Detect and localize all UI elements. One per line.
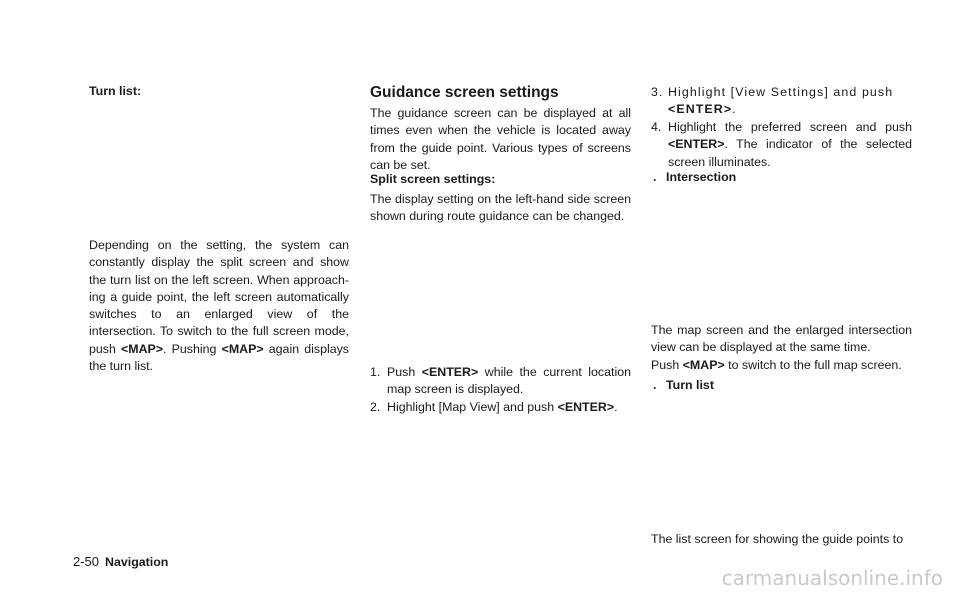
step-1: 1. Push <ENTER> while the current location map screen is displayed. [370, 365, 631, 397]
step-4: 4. Highlight the preferred screen and push <ENTER>. The indicator of the selected screen illuminates. [651, 120, 912, 169]
guidance-settings-heading: Guidance screen settings [370, 84, 559, 101]
split-screen-heading: Split screen settings: [370, 172, 496, 186]
turn-list-paragraph: Depending on the setting, the system can constantly display the split screen and show the turn list on the left screen. When approach- ing a guide point, the left screen automatically switches to an enlarged view of the intersection. To switch to the full screen mode, push <MAP>. Pushing <MAP> again displays the turn list. [89, 238, 350, 374]
bullet-intersection: . Intersection [653, 170, 737, 184]
page-footer [73, 554, 168, 569]
guidance-intro-paragraph: The guidance screen can be displayed at all times even when the vehicle is located away from the guide point. Various types of screens can be set. [370, 106, 631, 172]
bullet-turn-list: . Turn list [653, 378, 714, 392]
step-3: 3. Highlight [View Settings] and push <ENTER>. [651, 85, 894, 117]
turn-list-heading: Turn list: [89, 84, 142, 98]
section-name: Navigation [105, 555, 169, 569]
split-screen-paragraph: The display setting on the left-hand side screen shown during route guidance can be changed. [370, 192, 631, 224]
step-2: 2. Highlight [Map View] and push <ENTER>. [370, 400, 618, 414]
intersection-paragraph: The map screen and the enlarged intersection view can be displayed at the same time. [651, 323, 912, 355]
page-number: 2-50 [73, 554, 100, 569]
push-map-sentence: Push <MAP> to switch to the full map screen. [651, 358, 902, 372]
watermark-text: carmanualsonline.info [721, 566, 943, 590]
turn-list-paragraph-start: The list screen for showing the guide points to [651, 532, 904, 546]
